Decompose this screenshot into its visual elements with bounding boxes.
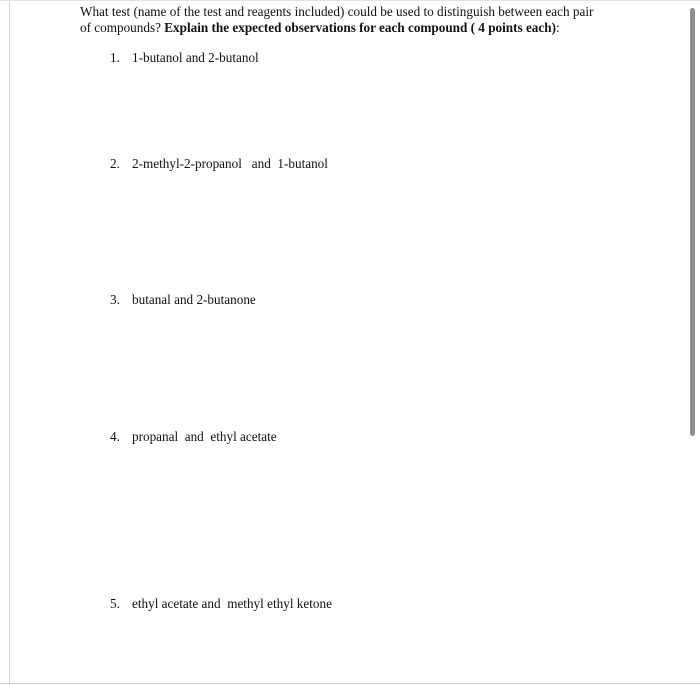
page-left-edge [0,0,10,685]
vertical-scrollbar-thumb[interactable] [690,8,695,436]
page-bottom-edge [0,683,700,684]
question-prompt [80,4,600,36]
list-item-text: propanal and ethyl acetate [132,429,277,444]
list-item [110,596,332,612]
list-item-number: 5. [110,596,120,611]
list-item-number: 3. [110,292,120,307]
list-item-number: 2. [110,156,120,171]
list-item-text: butanal and 2-butanone [132,292,256,307]
list-item-text: 2-methyl-2-propanol and 1-butanol [132,156,328,171]
list-item-number: 1. [110,50,120,65]
question-text: What test (name of the test and reagents included) could be used to distinguish between each pair of compounds? [80,4,594,35]
list-item [110,292,256,308]
list-item-text: ethyl acetate and methyl ethyl ketone [132,596,332,611]
question-colon: : [555,20,560,35]
page-top-edge [0,0,700,1]
list-item [110,156,328,172]
list-item [110,50,259,66]
list-item [110,429,277,445]
list-item-number: 4. [110,429,120,444]
question-emphasis: Explain the expected observations for each compound ( 4 points each) [164,20,556,35]
list-item-text: 1-butanol and 2-butanol [132,50,259,65]
